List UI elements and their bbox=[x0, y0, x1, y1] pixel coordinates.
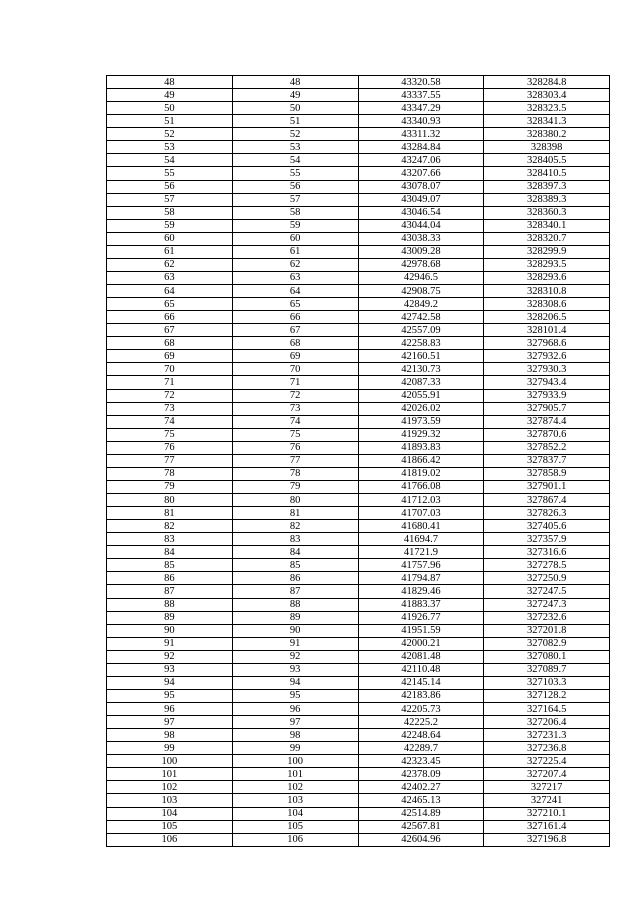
table-row bbox=[107, 402, 610, 415]
coordinate-table bbox=[106, 75, 610, 847]
y-coordinate-cell: 328101.4 bbox=[484, 324, 610, 337]
x-coordinate-cell: 42026.02 bbox=[358, 402, 484, 415]
point-number-cell: 50 bbox=[107, 102, 233, 115]
table-row bbox=[107, 781, 610, 794]
point-number-cell: 73 bbox=[107, 402, 233, 415]
point-index-cell: 87 bbox=[232, 585, 358, 598]
x-coordinate-cell: 42110.48 bbox=[358, 663, 484, 676]
y-coordinate-cell: 328293.5 bbox=[484, 258, 610, 271]
point-number-cell: 86 bbox=[107, 572, 233, 585]
table-row bbox=[107, 337, 610, 350]
point-index-cell: 106 bbox=[232, 833, 358, 846]
y-coordinate-cell: 327206.4 bbox=[484, 716, 610, 729]
point-number-cell: 90 bbox=[107, 624, 233, 637]
point-number-cell: 63 bbox=[107, 271, 233, 284]
table-row bbox=[107, 102, 610, 115]
table-row bbox=[107, 729, 610, 742]
table-row bbox=[107, 611, 610, 624]
point-index-cell: 67 bbox=[232, 324, 358, 337]
point-index-cell: 52 bbox=[232, 128, 358, 141]
table-row bbox=[107, 520, 610, 533]
x-coordinate-cell: 43078.07 bbox=[358, 180, 484, 193]
point-number-cell: 66 bbox=[107, 311, 233, 324]
point-number-cell: 97 bbox=[107, 716, 233, 729]
y-coordinate-cell: 327128.2 bbox=[484, 689, 610, 702]
point-index-cell: 104 bbox=[232, 807, 358, 820]
y-coordinate-cell: 327217 bbox=[484, 781, 610, 794]
point-number-cell: 94 bbox=[107, 676, 233, 689]
table-row bbox=[107, 285, 610, 298]
point-number-cell: 83 bbox=[107, 533, 233, 546]
point-number-cell: 85 bbox=[107, 559, 233, 572]
table-row bbox=[107, 650, 610, 663]
point-index-cell: 73 bbox=[232, 402, 358, 415]
table-row bbox=[107, 598, 610, 611]
point-index-cell: 100 bbox=[232, 755, 358, 768]
point-number-cell: 77 bbox=[107, 454, 233, 467]
point-index-cell: 66 bbox=[232, 311, 358, 324]
y-coordinate-cell: 327225.4 bbox=[484, 755, 610, 768]
y-coordinate-cell: 327278.5 bbox=[484, 559, 610, 572]
point-number-cell: 103 bbox=[107, 794, 233, 807]
x-coordinate-cell: 41680.41 bbox=[358, 520, 484, 533]
x-coordinate-cell: 43038.33 bbox=[358, 232, 484, 245]
table-row bbox=[107, 663, 610, 676]
x-coordinate-cell: 43207.66 bbox=[358, 167, 484, 180]
table-row bbox=[107, 206, 610, 219]
x-coordinate-cell: 42402.27 bbox=[358, 781, 484, 794]
y-coordinate-cell: 327852.2 bbox=[484, 441, 610, 454]
y-coordinate-cell: 327231.3 bbox=[484, 729, 610, 742]
point-index-cell: 86 bbox=[232, 572, 358, 585]
table-row bbox=[107, 467, 610, 480]
point-index-cell: 70 bbox=[232, 363, 358, 376]
table-row bbox=[107, 115, 610, 128]
y-coordinate-cell: 327870.6 bbox=[484, 428, 610, 441]
point-index-cell: 58 bbox=[232, 206, 358, 219]
x-coordinate-cell: 42849.2 bbox=[358, 298, 484, 311]
y-coordinate-cell: 327930.3 bbox=[484, 363, 610, 376]
x-coordinate-cell: 43311.32 bbox=[358, 128, 484, 141]
point-number-cell: 104 bbox=[107, 807, 233, 820]
x-coordinate-cell: 41694.7 bbox=[358, 533, 484, 546]
x-coordinate-cell: 43009.28 bbox=[358, 245, 484, 258]
table-row bbox=[107, 533, 610, 546]
point-number-cell: 67 bbox=[107, 324, 233, 337]
y-coordinate-cell: 327089.7 bbox=[484, 663, 610, 676]
x-coordinate-cell: 42908.75 bbox=[358, 285, 484, 298]
table-row bbox=[107, 624, 610, 637]
point-index-cell: 90 bbox=[232, 624, 358, 637]
x-coordinate-cell: 41707.03 bbox=[358, 507, 484, 520]
point-index-cell: 75 bbox=[232, 428, 358, 441]
x-coordinate-cell: 41721.9 bbox=[358, 546, 484, 559]
x-coordinate-cell: 42081.48 bbox=[358, 650, 484, 663]
x-coordinate-cell: 42055.91 bbox=[358, 389, 484, 402]
table-row bbox=[107, 376, 610, 389]
point-number-cell: 55 bbox=[107, 167, 233, 180]
x-coordinate-cell: 42465.13 bbox=[358, 794, 484, 807]
table-row bbox=[107, 572, 610, 585]
y-coordinate-cell: 328293.6 bbox=[484, 271, 610, 284]
point-index-cell: 56 bbox=[232, 180, 358, 193]
point-number-cell: 72 bbox=[107, 389, 233, 402]
x-coordinate-cell: 43347.29 bbox=[358, 102, 484, 115]
y-coordinate-cell: 328380.2 bbox=[484, 128, 610, 141]
point-index-cell: 72 bbox=[232, 389, 358, 402]
point-number-cell: 87 bbox=[107, 585, 233, 598]
point-index-cell: 62 bbox=[232, 258, 358, 271]
y-coordinate-cell: 328405.5 bbox=[484, 154, 610, 167]
x-coordinate-cell: 43320.58 bbox=[358, 76, 484, 89]
point-index-cell: 77 bbox=[232, 454, 358, 467]
point-number-cell: 65 bbox=[107, 298, 233, 311]
point-index-cell: 68 bbox=[232, 337, 358, 350]
y-coordinate-cell: 328389.3 bbox=[484, 193, 610, 206]
point-number-cell: 59 bbox=[107, 219, 233, 232]
y-coordinate-cell: 328340.1 bbox=[484, 219, 610, 232]
table-row bbox=[107, 89, 610, 102]
table-row bbox=[107, 703, 610, 716]
x-coordinate-cell: 42289.7 bbox=[358, 742, 484, 755]
point-index-cell: 84 bbox=[232, 546, 358, 559]
y-coordinate-cell: 328206.5 bbox=[484, 311, 610, 324]
y-coordinate-cell: 327943.4 bbox=[484, 376, 610, 389]
point-number-cell: 100 bbox=[107, 755, 233, 768]
y-coordinate-cell: 328284.8 bbox=[484, 76, 610, 89]
y-coordinate-cell: 327247.3 bbox=[484, 598, 610, 611]
table-row bbox=[107, 507, 610, 520]
point-number-cell: 49 bbox=[107, 89, 233, 102]
table-row bbox=[107, 794, 610, 807]
point-number-cell: 81 bbox=[107, 507, 233, 520]
point-number-cell: 91 bbox=[107, 637, 233, 650]
y-coordinate-cell: 327196.8 bbox=[484, 833, 610, 846]
point-index-cell: 64 bbox=[232, 285, 358, 298]
point-number-cell: 52 bbox=[107, 128, 233, 141]
point-number-cell: 84 bbox=[107, 546, 233, 559]
x-coordinate-cell: 41757.96 bbox=[358, 559, 484, 572]
table-row bbox=[107, 441, 610, 454]
point-number-cell: 93 bbox=[107, 663, 233, 676]
point-number-cell: 95 bbox=[107, 689, 233, 702]
x-coordinate-cell: 42557.09 bbox=[358, 324, 484, 337]
y-coordinate-cell: 327826.3 bbox=[484, 507, 610, 520]
y-coordinate-cell: 327080.1 bbox=[484, 650, 610, 663]
table-row bbox=[107, 271, 610, 284]
point-index-cell: 99 bbox=[232, 742, 358, 755]
table-row bbox=[107, 428, 610, 441]
y-coordinate-cell: 328303.4 bbox=[484, 89, 610, 102]
x-coordinate-cell: 42323.45 bbox=[358, 755, 484, 768]
y-coordinate-cell: 327210.1 bbox=[484, 807, 610, 820]
y-coordinate-cell: 327103.3 bbox=[484, 676, 610, 689]
y-coordinate-cell: 327933.9 bbox=[484, 389, 610, 402]
point-index-cell: 76 bbox=[232, 441, 358, 454]
table-row bbox=[107, 298, 610, 311]
y-coordinate-cell: 327405.6 bbox=[484, 520, 610, 533]
x-coordinate-cell: 42567.81 bbox=[358, 820, 484, 833]
point-index-cell: 65 bbox=[232, 298, 358, 311]
point-number-cell: 88 bbox=[107, 598, 233, 611]
x-coordinate-cell: 42378.09 bbox=[358, 768, 484, 781]
y-coordinate-cell: 327161.4 bbox=[484, 820, 610, 833]
table-row bbox=[107, 128, 610, 141]
table-row bbox=[107, 324, 610, 337]
point-number-cell: 92 bbox=[107, 650, 233, 663]
x-coordinate-cell: 41819.02 bbox=[358, 467, 484, 480]
y-coordinate-cell: 328397.3 bbox=[484, 180, 610, 193]
table-row bbox=[107, 311, 610, 324]
point-number-cell: 78 bbox=[107, 467, 233, 480]
x-coordinate-cell: 42160.51 bbox=[358, 350, 484, 363]
point-number-cell: 105 bbox=[107, 820, 233, 833]
point-index-cell: 105 bbox=[232, 820, 358, 833]
point-number-cell: 57 bbox=[107, 193, 233, 206]
point-number-cell: 99 bbox=[107, 742, 233, 755]
point-index-cell: 69 bbox=[232, 350, 358, 363]
table-row bbox=[107, 415, 610, 428]
table-row bbox=[107, 154, 610, 167]
point-index-cell: 50 bbox=[232, 102, 358, 115]
point-index-cell: 94 bbox=[232, 676, 358, 689]
table-row bbox=[107, 716, 610, 729]
y-coordinate-cell: 327932.6 bbox=[484, 350, 610, 363]
y-coordinate-cell: 327968.6 bbox=[484, 337, 610, 350]
x-coordinate-cell: 42946.5 bbox=[358, 271, 484, 284]
x-coordinate-cell: 42087.33 bbox=[358, 376, 484, 389]
table-row bbox=[107, 193, 610, 206]
point-number-cell: 69 bbox=[107, 350, 233, 363]
table-row bbox=[107, 546, 610, 559]
point-index-cell: 55 bbox=[232, 167, 358, 180]
point-number-cell: 53 bbox=[107, 141, 233, 154]
point-index-cell: 57 bbox=[232, 193, 358, 206]
y-coordinate-cell: 327207.4 bbox=[484, 768, 610, 781]
y-coordinate-cell: 328410.5 bbox=[484, 167, 610, 180]
table-row bbox=[107, 742, 610, 755]
point-index-cell: 51 bbox=[232, 115, 358, 128]
table-row bbox=[107, 807, 610, 820]
x-coordinate-cell: 42225.2 bbox=[358, 716, 484, 729]
x-coordinate-cell: 42130.73 bbox=[358, 363, 484, 376]
point-index-cell: 82 bbox=[232, 520, 358, 533]
y-coordinate-cell: 328320.7 bbox=[484, 232, 610, 245]
table-row bbox=[107, 755, 610, 768]
point-number-cell: 58 bbox=[107, 206, 233, 219]
x-coordinate-cell: 43046.54 bbox=[358, 206, 484, 219]
x-coordinate-cell: 41926.77 bbox=[358, 611, 484, 624]
x-coordinate-cell: 43044.04 bbox=[358, 219, 484, 232]
y-coordinate-cell: 327837.7 bbox=[484, 454, 610, 467]
x-coordinate-cell: 42145.14 bbox=[358, 676, 484, 689]
point-index-cell: 74 bbox=[232, 415, 358, 428]
point-index-cell: 91 bbox=[232, 637, 358, 650]
point-number-cell: 62 bbox=[107, 258, 233, 271]
y-coordinate-cell: 328299.9 bbox=[484, 245, 610, 258]
table-row bbox=[107, 167, 610, 180]
table-row bbox=[107, 258, 610, 271]
y-coordinate-cell: 327316.6 bbox=[484, 546, 610, 559]
y-coordinate-cell: 327241 bbox=[484, 794, 610, 807]
y-coordinate-cell: 327232.6 bbox=[484, 611, 610, 624]
point-number-cell: 98 bbox=[107, 729, 233, 742]
table-row bbox=[107, 232, 610, 245]
table-body bbox=[107, 76, 610, 847]
point-number-cell: 76 bbox=[107, 441, 233, 454]
table-row bbox=[107, 494, 610, 507]
y-coordinate-cell: 327236.8 bbox=[484, 742, 610, 755]
point-index-cell: 71 bbox=[232, 376, 358, 389]
table-row bbox=[107, 180, 610, 193]
point-index-cell: 48 bbox=[232, 76, 358, 89]
point-index-cell: 79 bbox=[232, 480, 358, 493]
y-coordinate-cell: 327867.4 bbox=[484, 494, 610, 507]
x-coordinate-cell: 43340.93 bbox=[358, 115, 484, 128]
x-coordinate-cell: 42978.68 bbox=[358, 258, 484, 271]
x-coordinate-cell: 41829.46 bbox=[358, 585, 484, 598]
point-index-cell: 78 bbox=[232, 467, 358, 480]
table-row bbox=[107, 820, 610, 833]
x-coordinate-cell: 41794.87 bbox=[358, 572, 484, 585]
point-number-cell: 68 bbox=[107, 337, 233, 350]
x-coordinate-cell: 42514.89 bbox=[358, 807, 484, 820]
point-number-cell: 56 bbox=[107, 180, 233, 193]
y-coordinate-cell: 327247.5 bbox=[484, 585, 610, 598]
point-index-cell: 93 bbox=[232, 663, 358, 676]
point-index-cell: 97 bbox=[232, 716, 358, 729]
point-index-cell: 101 bbox=[232, 768, 358, 781]
x-coordinate-cell: 42000.21 bbox=[358, 637, 484, 650]
point-number-cell: 71 bbox=[107, 376, 233, 389]
point-index-cell: 81 bbox=[232, 507, 358, 520]
point-number-cell: 48 bbox=[107, 76, 233, 89]
table-row bbox=[107, 363, 610, 376]
point-number-cell: 82 bbox=[107, 520, 233, 533]
point-index-cell: 53 bbox=[232, 141, 358, 154]
x-coordinate-cell: 41973.59 bbox=[358, 415, 484, 428]
table-row bbox=[107, 676, 610, 689]
y-coordinate-cell: 327250.9 bbox=[484, 572, 610, 585]
point-number-cell: 70 bbox=[107, 363, 233, 376]
point-index-cell: 102 bbox=[232, 781, 358, 794]
x-coordinate-cell: 43337.55 bbox=[358, 89, 484, 102]
point-index-cell: 85 bbox=[232, 559, 358, 572]
point-number-cell: 54 bbox=[107, 154, 233, 167]
y-coordinate-cell: 327874.4 bbox=[484, 415, 610, 428]
point-index-cell: 83 bbox=[232, 533, 358, 546]
point-index-cell: 89 bbox=[232, 611, 358, 624]
table-row bbox=[107, 689, 610, 702]
y-coordinate-cell: 327357.9 bbox=[484, 533, 610, 546]
x-coordinate-cell: 41866.42 bbox=[358, 454, 484, 467]
x-coordinate-cell: 41883.37 bbox=[358, 598, 484, 611]
point-number-cell: 61 bbox=[107, 245, 233, 258]
x-coordinate-cell: 43049.07 bbox=[358, 193, 484, 206]
y-coordinate-cell: 328323.5 bbox=[484, 102, 610, 115]
point-number-cell: 51 bbox=[107, 115, 233, 128]
y-coordinate-cell: 328341.3 bbox=[484, 115, 610, 128]
table-row bbox=[107, 219, 610, 232]
x-coordinate-cell: 41929.32 bbox=[358, 428, 484, 441]
x-coordinate-cell: 42183.86 bbox=[358, 689, 484, 702]
table-row bbox=[107, 454, 610, 467]
point-index-cell: 61 bbox=[232, 245, 358, 258]
x-coordinate-cell: 42742.58 bbox=[358, 311, 484, 324]
point-number-cell: 75 bbox=[107, 428, 233, 441]
point-number-cell: 106 bbox=[107, 833, 233, 846]
point-index-cell: 96 bbox=[232, 703, 358, 716]
x-coordinate-cell: 42604.96 bbox=[358, 833, 484, 846]
point-number-cell: 64 bbox=[107, 285, 233, 298]
table-row bbox=[107, 76, 610, 89]
point-number-cell: 96 bbox=[107, 703, 233, 716]
x-coordinate-cell: 41893.83 bbox=[358, 441, 484, 454]
y-coordinate-cell: 328310.8 bbox=[484, 285, 610, 298]
point-index-cell: 98 bbox=[232, 729, 358, 742]
table-row bbox=[107, 559, 610, 572]
x-coordinate-cell: 42248.64 bbox=[358, 729, 484, 742]
table-row bbox=[107, 833, 610, 846]
point-index-cell: 92 bbox=[232, 650, 358, 663]
table-row bbox=[107, 585, 610, 598]
point-number-cell: 60 bbox=[107, 232, 233, 245]
point-number-cell: 79 bbox=[107, 480, 233, 493]
y-coordinate-cell: 327905.7 bbox=[484, 402, 610, 415]
table-row bbox=[107, 141, 610, 154]
point-number-cell: 89 bbox=[107, 611, 233, 624]
point-number-cell: 80 bbox=[107, 494, 233, 507]
point-number-cell: 102 bbox=[107, 781, 233, 794]
point-index-cell: 88 bbox=[232, 598, 358, 611]
point-number-cell: 101 bbox=[107, 768, 233, 781]
point-index-cell: 59 bbox=[232, 219, 358, 232]
y-coordinate-cell: 327164.5 bbox=[484, 703, 610, 716]
y-coordinate-cell: 328398 bbox=[484, 141, 610, 154]
point-index-cell: 54 bbox=[232, 154, 358, 167]
x-coordinate-cell: 41712.03 bbox=[358, 494, 484, 507]
point-index-cell: 60 bbox=[232, 232, 358, 245]
y-coordinate-cell: 327858.9 bbox=[484, 467, 610, 480]
point-number-cell: 74 bbox=[107, 415, 233, 428]
x-coordinate-cell: 43284.84 bbox=[358, 141, 484, 154]
table-row bbox=[107, 480, 610, 493]
x-coordinate-cell: 42258.83 bbox=[358, 337, 484, 350]
x-coordinate-cell: 41766.08 bbox=[358, 480, 484, 493]
table-row bbox=[107, 389, 610, 402]
y-coordinate-cell: 328360.3 bbox=[484, 206, 610, 219]
point-index-cell: 63 bbox=[232, 271, 358, 284]
y-coordinate-cell: 328308.6 bbox=[484, 298, 610, 311]
point-index-cell: 103 bbox=[232, 794, 358, 807]
x-coordinate-cell: 43247.06 bbox=[358, 154, 484, 167]
y-coordinate-cell: 327901.1 bbox=[484, 480, 610, 493]
point-index-cell: 80 bbox=[232, 494, 358, 507]
y-coordinate-cell: 327082.9 bbox=[484, 637, 610, 650]
point-index-cell: 95 bbox=[232, 689, 358, 702]
table-row bbox=[107, 768, 610, 781]
x-coordinate-cell: 41951.59 bbox=[358, 624, 484, 637]
table-row bbox=[107, 637, 610, 650]
table-row bbox=[107, 350, 610, 363]
x-coordinate-cell: 42205.73 bbox=[358, 703, 484, 716]
table-row bbox=[107, 245, 610, 258]
point-index-cell: 49 bbox=[232, 89, 358, 102]
y-coordinate-cell: 327201.8 bbox=[484, 624, 610, 637]
